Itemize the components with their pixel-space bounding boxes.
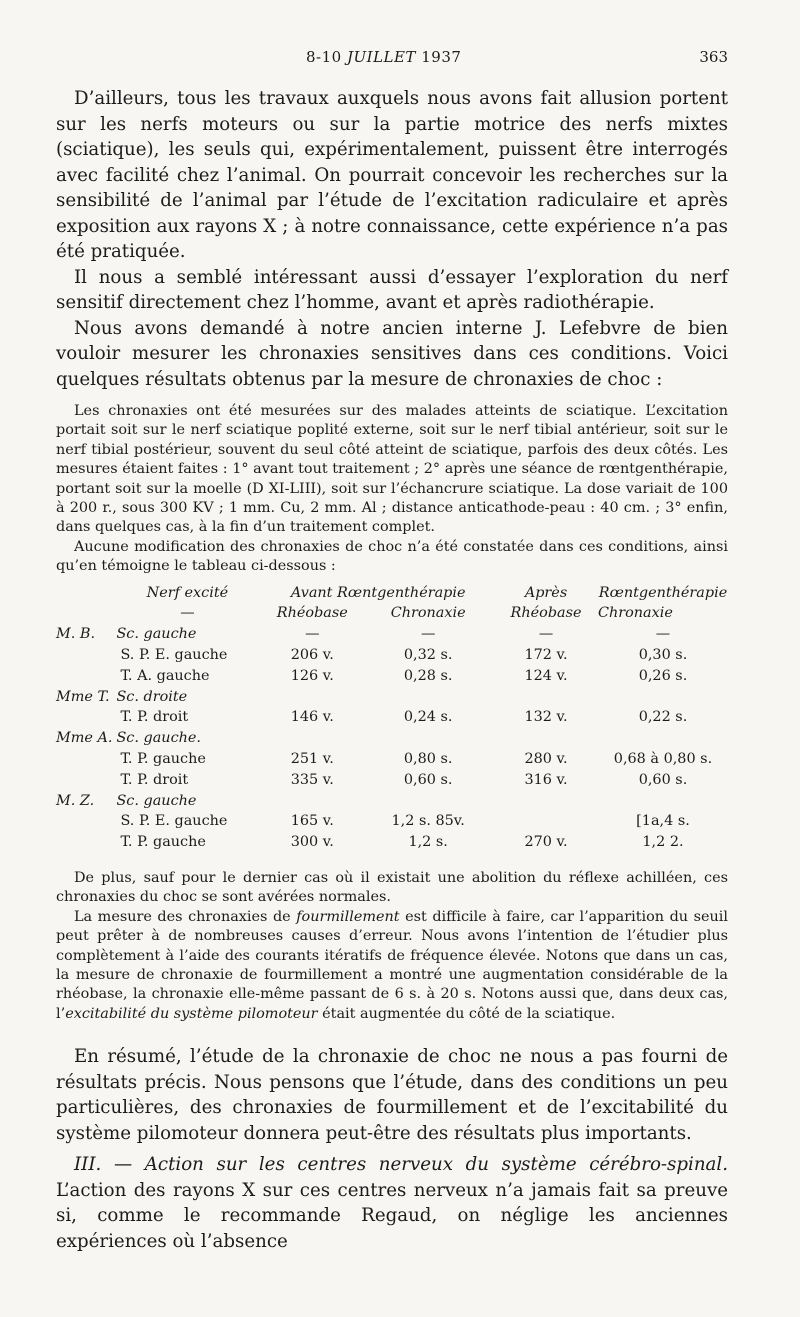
cell-nerf: Sc. gauche <box>116 792 197 809</box>
cell-patient: Mme T. <box>56 688 110 705</box>
cell-nerf: Sc. gauche. <box>116 730 201 747</box>
table-row <box>56 668 728 689</box>
header-apres-rt: Rœntgenthérapie <box>598 584 728 601</box>
page-number: 363 <box>699 48 728 66</box>
table-row <box>56 793 728 814</box>
running-title-year: 1937 <box>421 48 462 66</box>
chronaxie-table <box>56 585 728 855</box>
table-body <box>56 626 728 855</box>
cell-nerf: Sc. droite <box>116 688 188 705</box>
cell-rheobase-apres: 280 v. <box>524 751 568 768</box>
cell-chronaxie-avant: 0,24 s. <box>403 709 453 726</box>
table-header-row <box>56 585 728 606</box>
cell-chronaxie-avant: 0,60 s. <box>403 771 453 788</box>
table-row <box>56 626 728 647</box>
cell-chronaxie-apres: 0,30 s. <box>638 647 688 664</box>
table-subheader-row <box>56 605 728 626</box>
cell-rheobase-apres <box>494 813 598 834</box>
paragraph: Aucune modification des chronaxies de choc n’a été constatée dans ces conditions, ainsi qu’en témoigne le tableau ci-dessous : <box>56 538 728 575</box>
header-rheobase-2: Rhéobase <box>510 605 582 622</box>
cell-patient <box>56 834 112 855</box>
cell-chronaxie-avant: 1,2 s. <box>408 834 448 851</box>
section-3-text: L’action des rayons X sur ces centres nerveux n’a jamais fait sa preuve si, comme le recommande Regaud, on néglige les anciennes expériences où l’absence <box>56 1179 728 1252</box>
cell-rheobase-avant <box>262 793 362 814</box>
cell-rheobase-avant: 146 v. <box>290 709 334 726</box>
cell-chronaxie-apres: 0,22 s. <box>638 709 688 726</box>
header-avant: Avant Rœntgenthérapie <box>290 584 466 601</box>
cell-patient <box>56 813 112 834</box>
header-nerf: Nerf excité <box>146 584 229 601</box>
cell-rheobase-apres <box>494 793 598 814</box>
cell-rheobase-apres: 172 v. <box>524 647 568 664</box>
table-row <box>56 834 728 855</box>
header-dash: — <box>180 605 195 622</box>
cell-rheobase-avant: 251 v. <box>290 751 334 768</box>
table-row <box>56 647 728 668</box>
cell-chronaxie-avant <box>362 689 494 710</box>
cell-patient <box>56 751 112 772</box>
cell-chronaxie-avant: 1,2 s. 85v. <box>391 813 465 830</box>
cell-rheobase-apres: 132 v. <box>524 709 568 726</box>
cell-chronaxie-apres: 0,68 à 0,80 s. <box>613 751 713 768</box>
table-row <box>56 772 728 793</box>
cell-nerf: S. P. E. gauche <box>120 813 228 830</box>
resume-paragraph: En résumé, l’étude de la chronaxie de choc ne nous a pas fourni de résultats précis. Nous pensons que l’étude, dans des conditions un peu particulières, des chronaxies de fourmillement et de l’excitabilité du système pilomoteur donnera peut-être des résultats plus importants. <box>56 1046 728 1144</box>
cell-rheobase-avant: — <box>305 626 320 643</box>
page <box>56 48 728 1254</box>
section-3-paragraph <box>56 1152 728 1254</box>
cell-nerf: T. P. droit <box>120 709 189 726</box>
header-rheobase: Rhéobase <box>276 605 348 622</box>
table-row <box>56 730 728 751</box>
cell-chronaxie-avant: 0,80 s. <box>403 751 453 768</box>
cell-nerf: S. P. E. gauche <box>120 647 228 664</box>
paragraph: Il nous a semblé intéressant aussi d’essayer l’exploration du nerf sensitif directement chez l’homme, avant et après radiothérapie. <box>56 266 728 313</box>
cell-rheobase-avant: 165 v. <box>290 813 334 830</box>
table-row <box>56 813 728 834</box>
cell-chronaxie-apres: — <box>655 626 671 643</box>
cell-patient <box>56 668 112 689</box>
running-title-prefix: 8-10 <box>306 48 342 66</box>
cell-nerf: T. P. gauche <box>120 751 206 768</box>
section-3-numeral: III. <box>74 1154 102 1176</box>
cell-rheobase-avant <box>262 730 362 751</box>
cell-chronaxie-apres: 0,26 s. <box>638 667 688 684</box>
table-row <box>56 751 728 772</box>
cell-chronaxie-avant: 0,32 s. <box>403 647 453 664</box>
cell-chronaxie-avant: — <box>420 626 436 643</box>
cell-patient <box>56 647 112 668</box>
cell-chronaxie-avant <box>362 793 494 814</box>
cell-rheobase-avant: 300 v. <box>290 834 334 851</box>
paragraph: Les chronaxies ont été mesurées sur des malades atteints de sciatique. L’excitation portait soit sur le nerf sciatique poplité externe, soit sur le nerf tibial antérieur, soit sur le nerf tibial postérieur, souvent du seul côté atteint de sciatique, parfois des deux côtés. Les mesures étaient faites : 1° avant tout traitement ; 2° après une séance de rœntgenthérapie, portant soit sur la moelle (D XI-LIII), soit sur l’échancrure sciatique. La dose variait de 100 à 200 r., sous 300 KV ; 1 mm. Cu, 2 mm. Al ; distance anticathode-peau : 40 cm. ; 3° enfin, dans quelques cas, à la fin d’un traitement complet. <box>56 403 728 536</box>
table-row <box>56 689 728 710</box>
cell-rheobase-apres: — <box>538 626 554 643</box>
paragraph: De plus, sauf pour le dernier cas où il existait une abolition du réflexe achilléen, ces chronaxies du choc se sont avérées normales. <box>56 870 728 906</box>
cell-rheobase-apres: 316 v. <box>524 771 568 788</box>
body-large-1 <box>56 86 728 392</box>
paragraph: La mesure des chronaxies de fourmillement est difficile à faire, car l’apparition du seuil peut prêter à de nombreuses causes d’erreur. Nous avons l’intention de l’étudier plus complètement à l’aide des courants itératifs de fréquence élevée. Notons que dans un cas, la mesure de chronaxie de fourmillement a montré une augmentation considérable de la rhéobase, la chronaxie elle-même passant de 6 s. à 20 s. Notons aussi que, dans deux cas, l’excitabilité du système pilomoteur était augmentée du côté de la sciatique. <box>56 908 728 1022</box>
cell-patient <box>56 709 112 730</box>
header-chronaxie: Chronaxie <box>390 605 466 622</box>
cell-patient: M. B. <box>56 626 96 643</box>
header-apres: Après <box>524 584 568 601</box>
cell-nerf: T. P. droit <box>120 771 189 788</box>
body-small-2 <box>56 869 728 1024</box>
header-chronaxie-2: Chronaxie <box>597 605 673 622</box>
running-title-month: JUILLET <box>346 48 416 66</box>
cell-chronaxie-apres <box>598 730 728 751</box>
cell-rheobase-apres <box>494 730 598 751</box>
cell-nerf: Sc. gauche <box>116 626 197 643</box>
cell-chronaxie-apres: [1a,4 s. <box>636 813 690 830</box>
running-title <box>306 48 461 66</box>
cell-nerf: T. A. gauche <box>120 667 210 684</box>
cell-rheobase-avant: 335 v. <box>290 771 334 788</box>
paragraph: Nous avons demandé à notre ancien interne J. Lefebvre de bien vouloir mesurer les chronaxies sensitives dans ces conditions. Voici quelques résultats obtenus par la mesure de chronaxies de choc : <box>56 317 728 390</box>
cell-chronaxie-apres <box>598 689 728 710</box>
cell-patient: M. Z. <box>56 792 95 809</box>
cell-rheobase-apres: 270 v. <box>524 834 568 851</box>
cell-patient: Mme A. <box>56 730 113 747</box>
cell-chronaxie-avant <box>362 730 494 751</box>
cell-chronaxie-apres: 1,2 2. <box>642 834 684 851</box>
cell-chronaxie-apres: 0,60 s. <box>638 771 688 788</box>
cell-chronaxie-apres <box>598 793 728 814</box>
running-header <box>56 48 728 72</box>
cell-patient <box>56 772 112 793</box>
cell-rheobase-apres <box>494 689 598 710</box>
section-3-heading: — Action sur les centres nerveux du système cérébro-spinal. <box>101 1154 728 1176</box>
paragraph: D’ailleurs, tous les travaux auxquels nous avons fait allusion portent sur les nerfs moteurs ou sur la partie motrice des nerfs mixtes (sciatique), les seuls qui, expérimentalement, puissent être interrogés avec facilité chez l’animal. On pourrait concevoir les recherches sur la sensibilité de l’animal par l’étude de l’excitation radiculaire et après exposition aux rayons X ; à notre connaissance, cette expérience n’a pas été pratiquée. <box>56 88 728 262</box>
cell-rheobase-avant: 206 v. <box>290 647 334 664</box>
cell-rheobase-apres: 124 v. <box>524 667 568 684</box>
cell-rheobase-avant: 126 v. <box>290 667 334 684</box>
table-row <box>56 709 728 730</box>
resume-block <box>56 1044 728 1254</box>
cell-chronaxie-avant: 0,28 s. <box>403 667 453 684</box>
body-small-1 <box>56 402 728 577</box>
cell-rheobase-avant <box>262 689 362 710</box>
cell-nerf: T. P. gauche <box>120 834 206 851</box>
